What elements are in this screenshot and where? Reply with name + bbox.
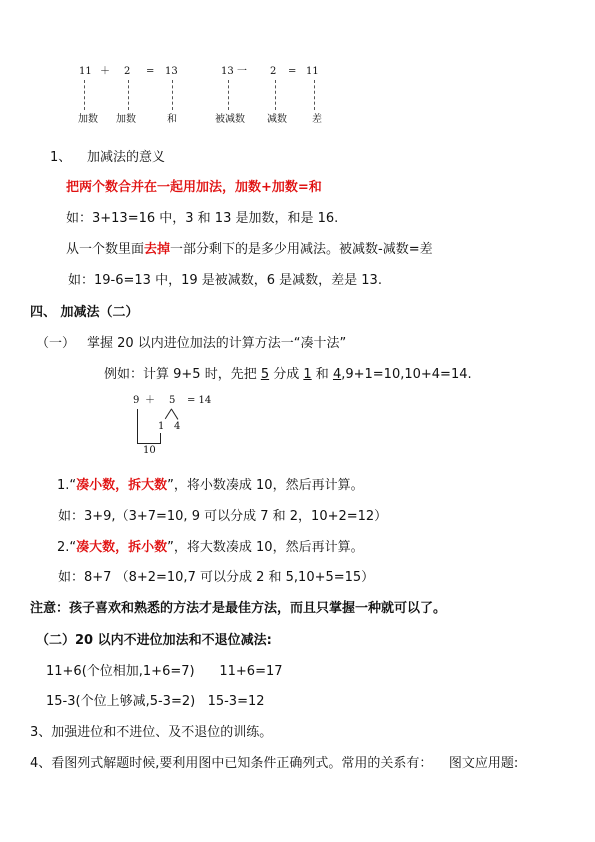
- split-part-four: 4: [174, 421, 181, 432]
- subsection-title: 掌握 20 以内进位加法的计算方法一“凑十法”: [87, 336, 347, 351]
- text-segment: 从一个数里面: [66, 242, 145, 257]
- text-segment: ”，将小数凑成 10，然后再计算。: [167, 478, 364, 493]
- difference-number: 11: [306, 66, 319, 77]
- underlined-number: 1: [303, 367, 312, 382]
- minuend-number: 13: [221, 66, 234, 77]
- item-three: 3、加强进位和不进位、及不退位的训练。: [30, 725, 273, 740]
- operand-nine: 9: [133, 395, 140, 406]
- equals-sign: =: [288, 66, 297, 77]
- difference-label: 差: [312, 114, 322, 125]
- addition-example: 如：3+13=16 中，3 和 13 是加数，和是 16.: [66, 211, 339, 226]
- connector-line: [314, 80, 315, 110]
- method-two: [57, 540, 364, 556]
- text-segment: 例如：计算 9+5 时，先把: [104, 367, 261, 382]
- connector-line: [228, 80, 229, 110]
- result-fourteen: = 14: [187, 395, 212, 406]
- plus-sign: ＋: [145, 395, 155, 406]
- bracket-line: [160, 433, 161, 443]
- addition-example-line: 11+6(个位相加,1+6=7) 11+6=17: [46, 664, 283, 679]
- subtraction-definition: [66, 242, 433, 258]
- split-part-one: 1: [158, 421, 165, 432]
- addend2-number: 2: [124, 66, 131, 77]
- connector-line: [172, 80, 173, 110]
- text-segment: ”，将大数凑成 10，然后再计算。: [167, 540, 364, 555]
- connector-line: [275, 80, 276, 110]
- method-one-example: 如：3+9,（3+7=10, 9 可以分成 7 和 2，10+2=12）: [58, 509, 388, 524]
- text-segment: 1.“: [57, 478, 77, 493]
- make-ten-example: [104, 367, 472, 383]
- connector-line: [84, 80, 85, 110]
- addend-label: 加数: [116, 114, 136, 125]
- subsection-label: （一）: [36, 336, 76, 351]
- addend1-number: 11: [79, 66, 92, 77]
- highlight-text: 凑小数，拆大数: [76, 478, 168, 493]
- operand-five: 5: [169, 395, 176, 406]
- text-segment: 一部分剩下的是多少用减法。被减数-减数=差: [170, 242, 433, 257]
- subtrahend-label: 减数: [267, 114, 287, 125]
- split-branch-right: [171, 409, 178, 420]
- text-segment: 2.“: [57, 540, 77, 555]
- text-segment: 分成: [269, 367, 304, 382]
- minus-sign: 一: [237, 66, 247, 77]
- section-title: 加减法的意义: [87, 150, 166, 165]
- bracket-line: [137, 409, 138, 443]
- sum-label: 和: [167, 114, 177, 125]
- underlined-number: 4: [332, 367, 342, 382]
- method-one: [57, 478, 364, 494]
- bracket-line: [137, 443, 161, 444]
- highlight-text: 去掉: [144, 242, 171, 257]
- addend-label: 加数: [78, 114, 98, 125]
- subtraction-example: 如：19-6=13 中，19 是被减数，6 是减数，差是 13.: [68, 273, 382, 288]
- connector-line: [128, 80, 129, 110]
- highlight-text: 凑大数，拆小数: [76, 540, 168, 555]
- underlined-number: 5: [260, 367, 270, 382]
- text-segment: ,9+1=10,10+4=14.: [341, 367, 472, 382]
- section-number: 1、: [50, 150, 72, 165]
- subsection-heading: （二）20 以内不进位加法和不退位减法:: [36, 633, 272, 648]
- plus-sign: ＋: [100, 66, 110, 77]
- subtraction-example-line: 15-3(个位上够减,5-3=2) 15-3=12: [46, 694, 265, 709]
- note-text: 注意：孩子喜欢和熟悉的方法才是最佳方法，而且只掌握一种就可以了。: [30, 601, 447, 616]
- text-segment: 和: [311, 367, 333, 382]
- sum-number: 13: [165, 66, 178, 77]
- subtrahend-number: 2: [270, 66, 277, 77]
- ten-label: 10: [143, 445, 156, 456]
- addition-definition: 把两个数合并在一起用加法，加数+加数=和: [66, 180, 322, 195]
- item-four: 4、看图列式解题时候,要利用图中已知条件正确列式。常用的关系有： 图文应用题:: [30, 756, 519, 771]
- section-heading: 四、 加减法（二）: [30, 305, 139, 320]
- equals-sign: =: [146, 66, 155, 77]
- minuend-label: 被减数: [215, 114, 245, 125]
- method-two-example: 如：8+7 （8+2=10,7 可以分成 2 和 5,10+5=15）: [58, 570, 375, 585]
